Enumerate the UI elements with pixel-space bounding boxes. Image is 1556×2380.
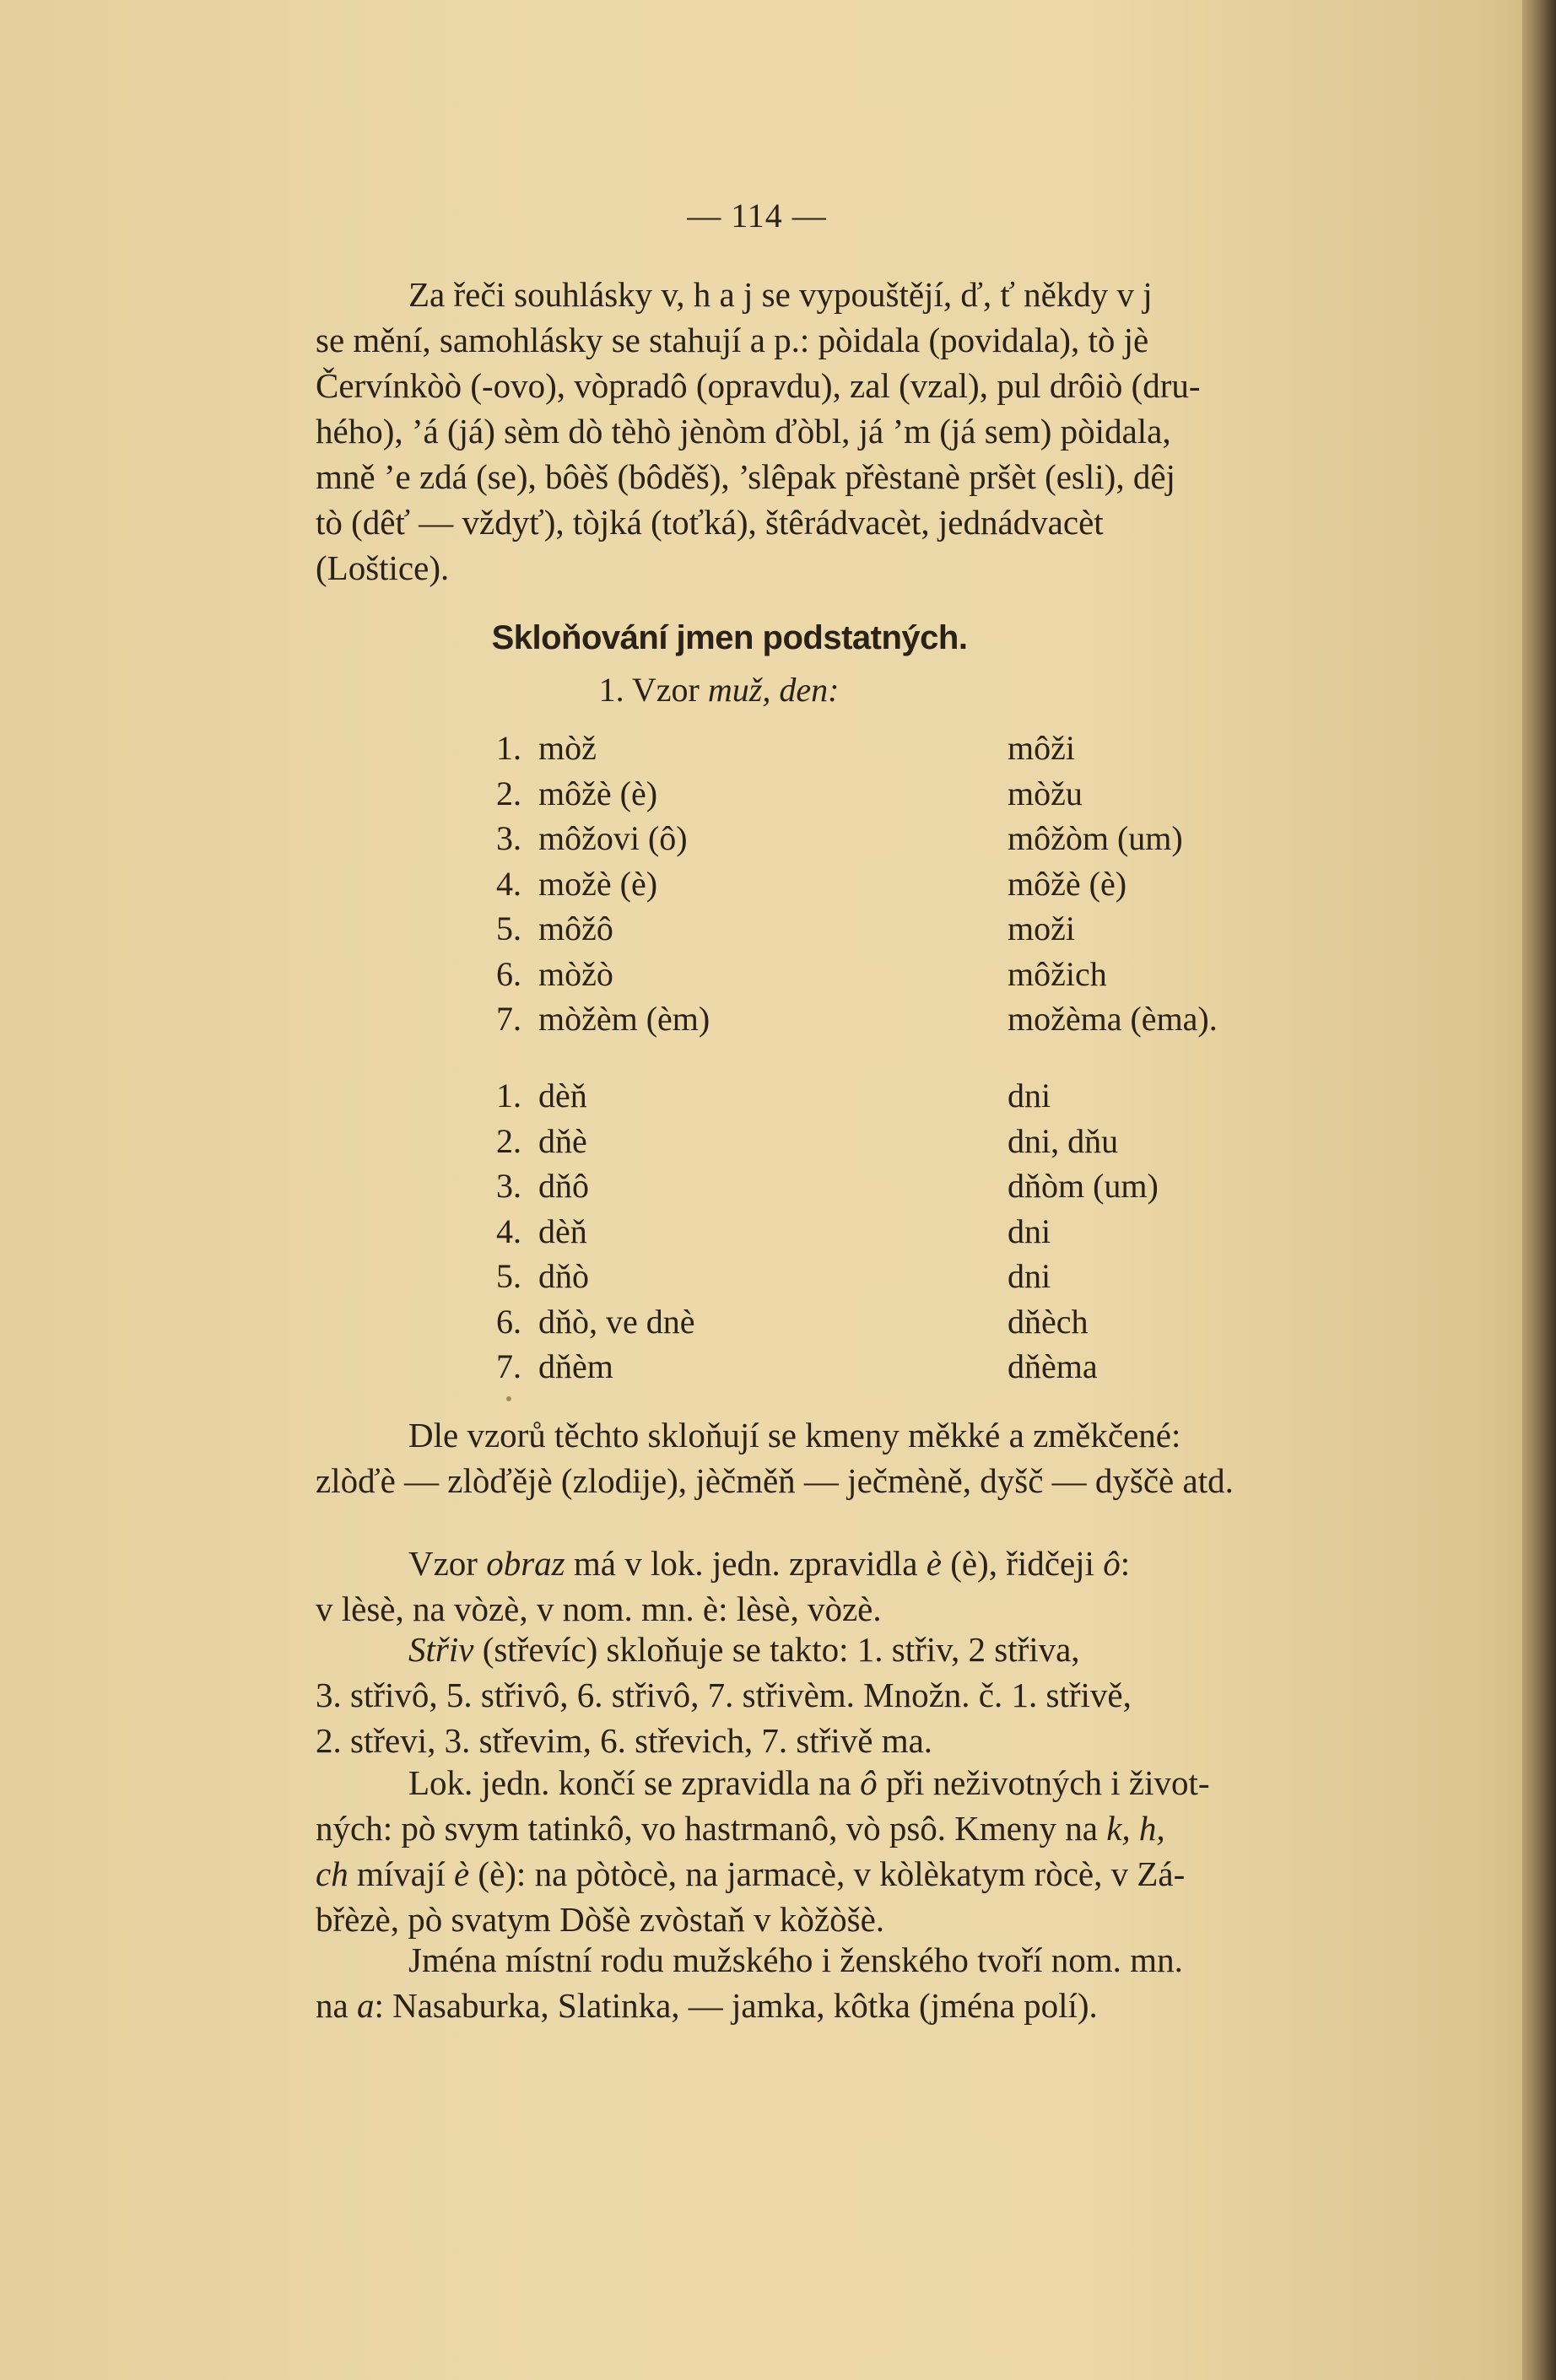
singular-form: dňò, ve dnè	[538, 1302, 695, 1341]
paradigm-row	[496, 816, 1424, 861]
vzor-text: Vzor	[408, 1544, 478, 1583]
case-number: 3.	[496, 819, 521, 857]
paradigm-row	[496, 1299, 1424, 1345]
vzor-text: má v lok. jedn. zpravidla	[573, 1544, 918, 1583]
plural-form: môži	[1008, 729, 1075, 767]
intro-line-7: (Loštice).	[316, 548, 450, 587]
plural-form: dňèch	[1008, 1302, 1089, 1341]
singular-form: dňò	[538, 1257, 589, 1295]
plural-form: moži	[1008, 909, 1075, 947]
plural-form: môžòm (um)	[1008, 819, 1183, 857]
singular-form: môžô	[538, 909, 613, 947]
plural-form: možèma (èma).	[1008, 1000, 1218, 1038]
lok-text: Lok. jedn. končí se zpravidla na	[408, 1763, 851, 1802]
paradigm-row	[496, 952, 1424, 997]
singular-form: dèň	[538, 1212, 587, 1250]
lok-ending: ô	[860, 1763, 878, 1802]
plural-form: dni	[1008, 1212, 1051, 1250]
singular-form: dèň	[538, 1077, 587, 1114]
case-number: 1.	[496, 729, 521, 767]
paradigm-row	[496, 1209, 1424, 1255]
vzor-text: (è), řidčeji	[950, 1544, 1094, 1583]
singular-form: mòž	[538, 729, 597, 767]
case-number: 5.	[496, 909, 521, 947]
intro-line-2: se mění, samohlásky se stahují a p.: pòidala (povidala), tò jè	[316, 321, 1149, 359]
jmena-text: na	[316, 1986, 348, 2025]
striv-text: (střevíc) skloňuje se takto: 1. střiv, 2 střiva,	[482, 1630, 1080, 1669]
singular-form: dňô	[538, 1167, 589, 1205]
intro-line-5: mně ’e zdá (se), bôèš (bôděš), ’slêpak přèstanè pršèt (esli), dêj	[316, 457, 1175, 496]
intro-line-3: Červínkòò (-ovo), vòpradô (opravdu), zal (vzal), pul drôiò (dru-	[316, 366, 1201, 405]
case-number: 6.	[496, 1302, 521, 1341]
singular-form: dňèm	[538, 1347, 613, 1385]
striv-line-3: 2. střevi, 3. střevim, 6. střevich, 7. střivě ma.	[316, 1721, 933, 1760]
jmena-line-1: Jména místní rodu mužského i ženského tvoří nom. mn.	[408, 1940, 1183, 1979]
lok-text: (è): na pòtòcè, na jarmacè, v kòlèkatym ròcè, v Zá-	[478, 1854, 1186, 1893]
lok-ending: è	[453, 1854, 470, 1893]
plural-form: dňèma	[1008, 1347, 1098, 1385]
striv-word: Střiv	[408, 1630, 474, 1669]
singular-form: môžovi (ô)	[538, 819, 688, 857]
singular-form: možè (è)	[538, 864, 658, 903]
paragraph-lok-jedn	[316, 1760, 1404, 1942]
case-number: 2.	[496, 1121, 521, 1160]
lok-text: při neživotných i život-	[885, 1763, 1210, 1802]
plural-form: dni	[1008, 1077, 1051, 1114]
vzor-line-2: v lèsè, na vòzè, v nom. mn. è: lèsè, vòzè.	[316, 1589, 882, 1628]
paradigm-row	[496, 906, 1424, 952]
paradigm-row	[496, 1119, 1424, 1164]
case-number: 2.	[496, 774, 521, 812]
paradigm-row	[496, 1163, 1424, 1209]
plural-form: môžich	[1008, 954, 1107, 993]
book-spine-shadow	[1522, 0, 1556, 2380]
case-number: 5.	[496, 1257, 521, 1295]
intro-line-1: Za řeči souhlásky v, h a j se vypouštějí, ď, ť někdy v j	[408, 275, 1153, 314]
plural-form: dni, dňu	[1008, 1121, 1119, 1160]
lok-text: mívají	[356, 1854, 446, 1893]
singular-form: dňè	[538, 1121, 587, 1160]
paradigm-row	[496, 771, 1424, 817]
intro-line-6: tò (dêť — vždyť), tòjká (toťká), štêrádvacèt, jednádvacèt	[316, 503, 1104, 542]
paradigm-row	[496, 861, 1424, 907]
ink-speck	[506, 1396, 511, 1401]
intro-line-4: hého), ’á (já) sèm dò tèhò jènòm ďòbl, já ’m (já sem) pòidala,	[316, 412, 1171, 451]
singular-form: môžè (è)	[538, 774, 658, 812]
paradigm-row	[496, 1073, 1424, 1119]
paradigm-muz	[496, 726, 1424, 1042]
paragraph-striv	[316, 1627, 1404, 1763]
case-number: 6.	[496, 954, 521, 993]
paragraph-jmena-mistni	[316, 1937, 1404, 2028]
paragraph-vzor-obraz	[316, 1541, 1404, 1632]
paradigm-title-prefix: 1. Vzor	[598, 671, 700, 709]
dle-line-1: Dle vzorů těchto skloňují se kmeny měkké a změkčené:	[408, 1416, 1181, 1454]
vzor-example: obraz	[486, 1544, 565, 1583]
striv-line-2: 3. střivô, 5. střivô, 6. střivô, 7. střivèm. Množn. č. 1. střivě,	[316, 1676, 1132, 1714]
vzor-ending: ô	[1103, 1544, 1121, 1583]
paradigm-title	[0, 670, 1556, 710]
page-number: — 114 —	[687, 197, 827, 235]
plural-form: dňòm (um)	[1008, 1167, 1159, 1205]
lok-line-4: břèzè, pò svatym Dòšè zvòstaň v kòžòšè.	[316, 1900, 885, 1939]
lok-stem: k, h,	[1106, 1809, 1165, 1848]
plural-form: mòžu	[1008, 774, 1083, 812]
plural-form: môžè (è)	[1008, 864, 1127, 903]
paradigm-den	[496, 1073, 1424, 1390]
case-number: 3.	[496, 1167, 521, 1205]
vzor-ending: è	[926, 1544, 942, 1583]
paradigm-row	[496, 996, 1424, 1042]
paradigm-row	[496, 1344, 1424, 1390]
paradigm-row	[496, 726, 1424, 771]
singular-form: mòžèm (èm)	[538, 1000, 710, 1038]
case-number: 7.	[496, 1347, 521, 1385]
plural-form: dni	[1008, 1257, 1051, 1295]
case-number: 7.	[496, 1000, 521, 1038]
vzor-text: :	[1120, 1544, 1131, 1583]
intro-paragraph	[316, 272, 1404, 591]
dle-line-2: zlòďè — zlòďějè (zlodije), jèčměň — ječmèně, dyšč — dyščè atd.	[316, 1461, 1234, 1500]
section-heading: Skloňování jmen podstatných.	[491, 619, 968, 656]
paradigm-row	[496, 1254, 1424, 1299]
paragraph-dle-vzoru	[316, 1412, 1404, 1503]
jmena-ending: a	[356, 1986, 375, 2025]
jmena-text: : Nasaburka, Slatinka, — jamka, kôtka (jména polí).	[374, 1986, 1098, 2025]
lok-text: ných: pò svym tatinkô, vo hastrmanô, vò psô. Kmeny na	[316, 1809, 1098, 1848]
paradigm-title-example: muž, den:	[707, 671, 840, 709]
singular-form: mòžò	[538, 954, 613, 993]
case-number: 4.	[496, 1212, 521, 1250]
case-number: 1.	[496, 1077, 521, 1114]
lok-stem: ch	[316, 1854, 348, 1893]
case-number: 4.	[496, 864, 521, 903]
